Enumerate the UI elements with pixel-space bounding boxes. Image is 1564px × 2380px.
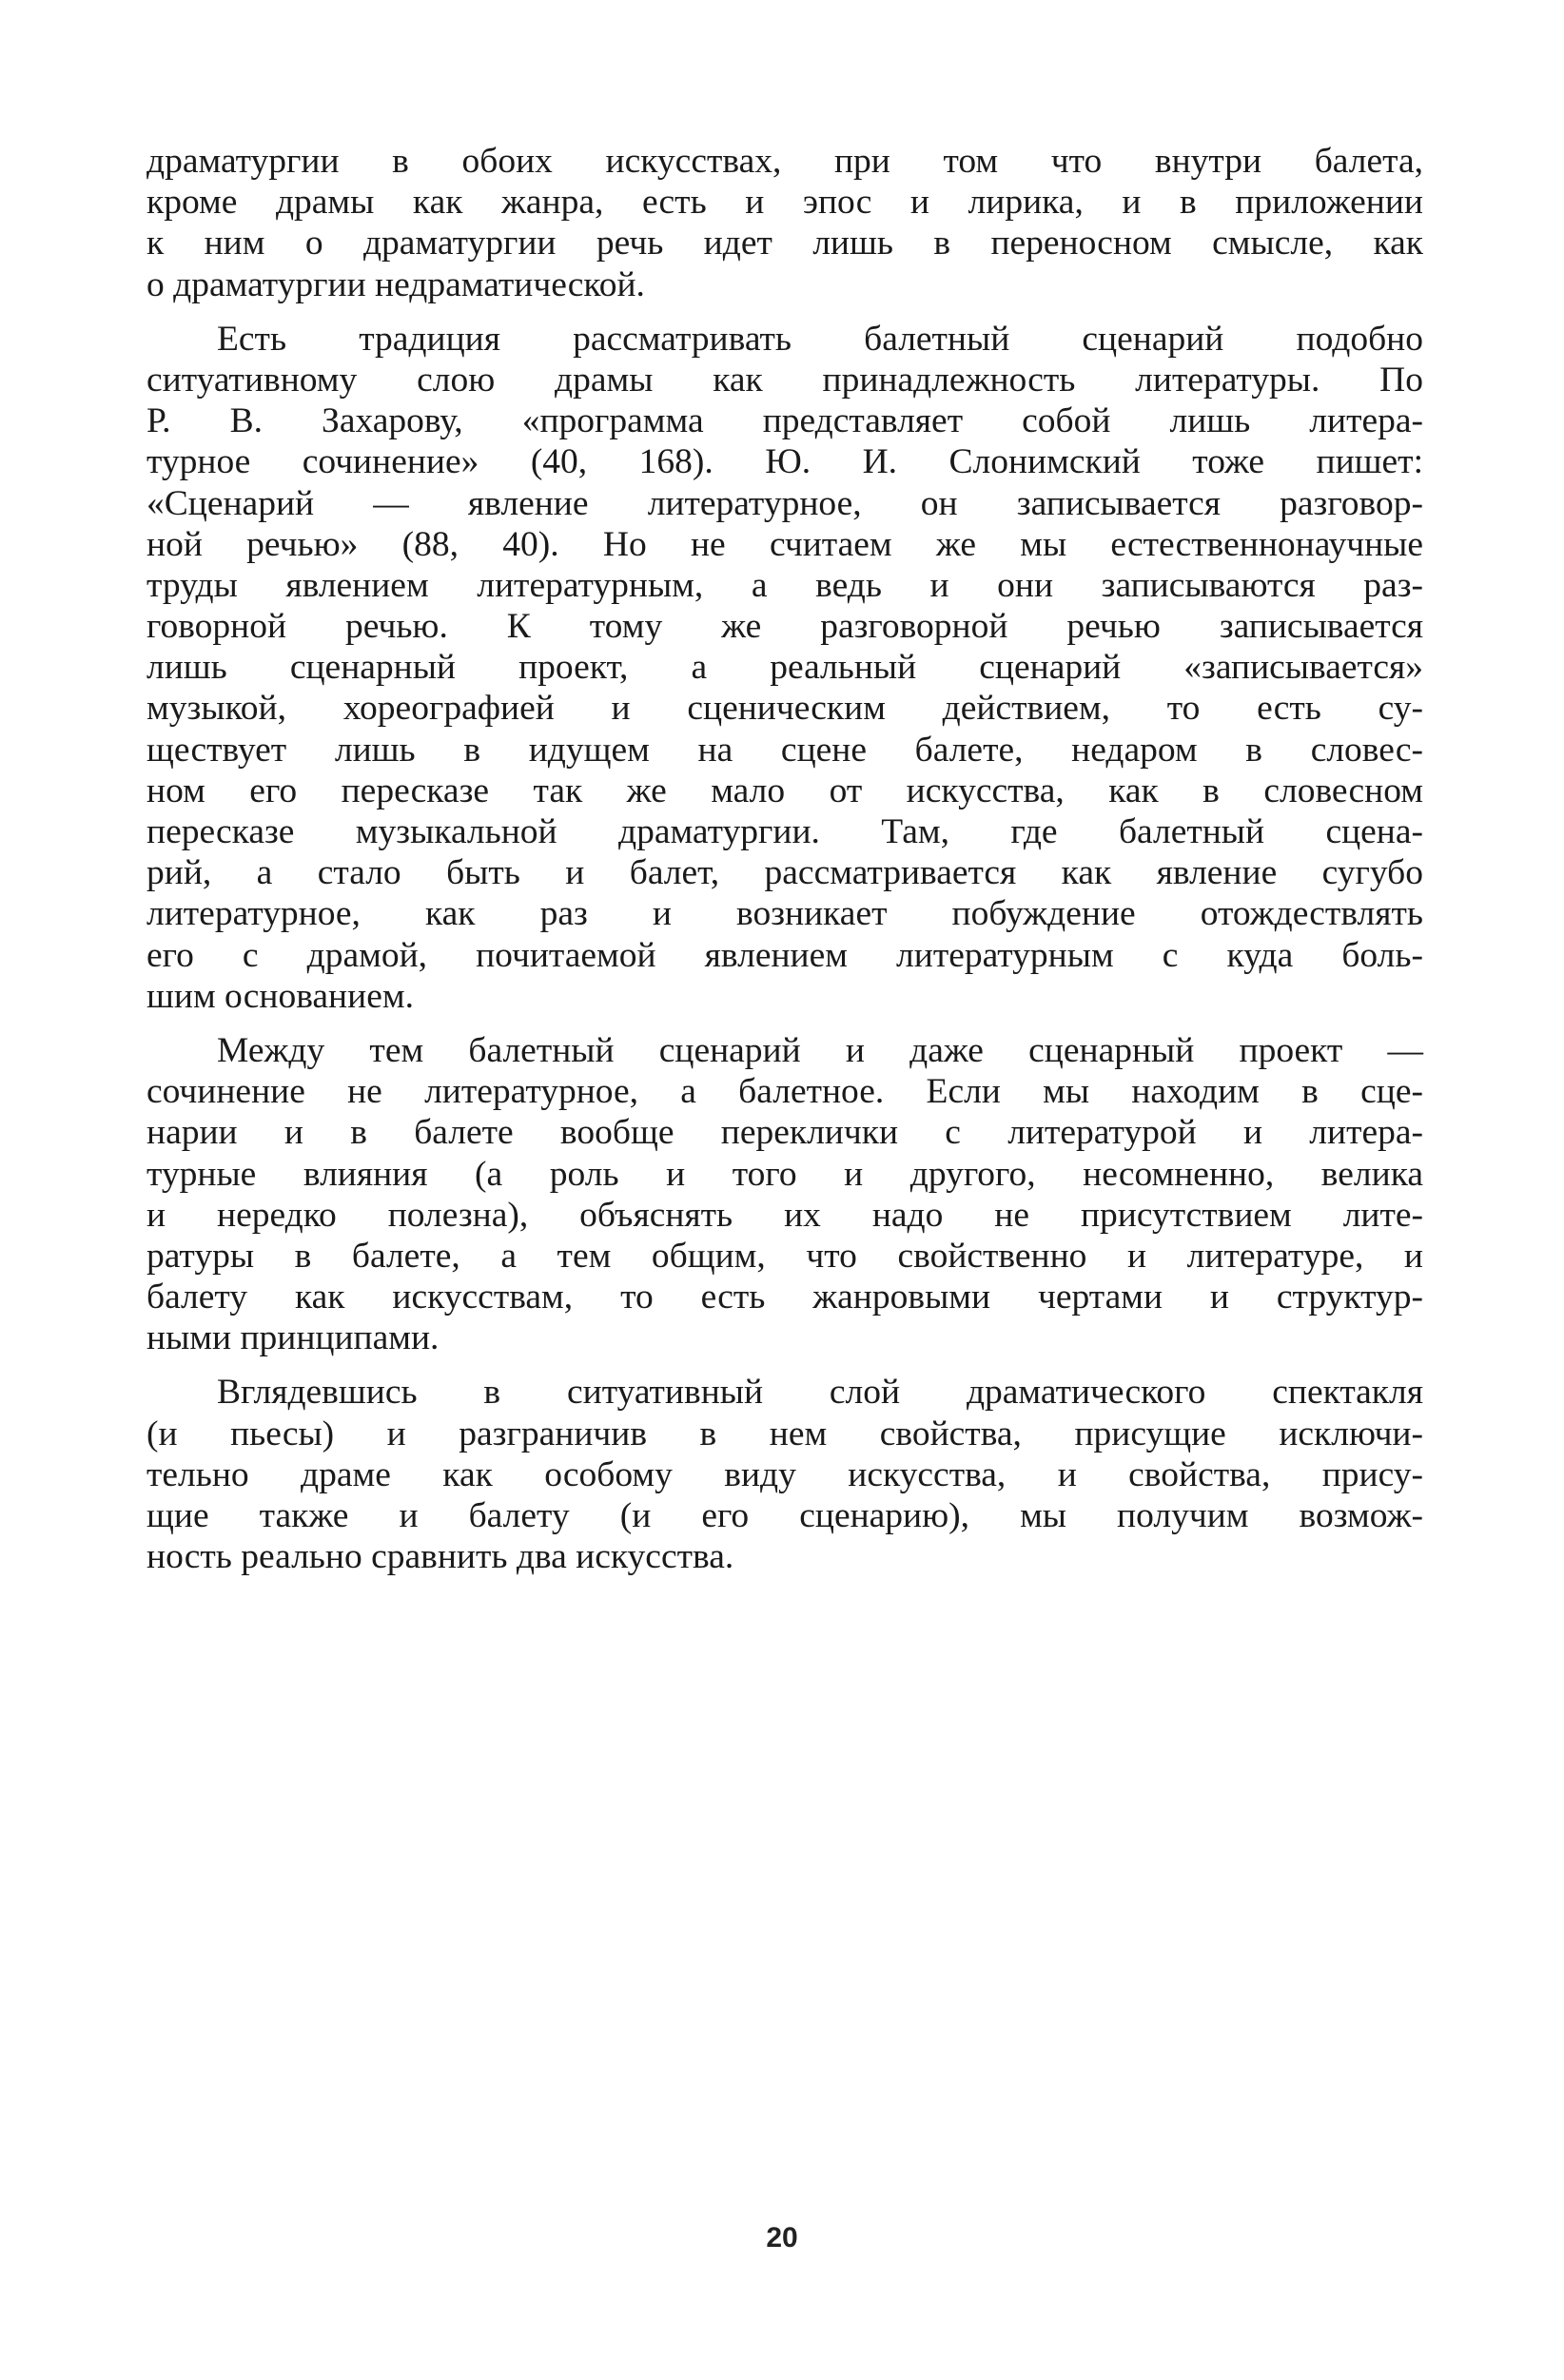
text-line: ситуативному слою драмы как принадлежность литературы. По: [147, 360, 1423, 400]
paragraph: [147, 141, 1423, 305]
text-line: ность реально сравнить два искусства.: [147, 1537, 734, 1577]
text-line: ратуры в балете, а тем общим, что свойственно и литературе, и: [147, 1236, 1423, 1276]
text-line: «Сценарий — явление литературное, он записывается разговор-: [147, 483, 1423, 523]
text-line: Р. В. Захарову, «программа представляет собой лишь литера-: [147, 401, 1423, 441]
text-line: драматургии в обоих искусствах, при том что внутри балета,: [147, 142, 1423, 181]
text-line: ной речью» (88, 40). Но не считаем же мы естественнонаучные: [147, 524, 1423, 564]
text-line: литературное, как раз и возникает побуждение отождествлять: [147, 894, 1423, 934]
text-line: щие также и балету (и его сценарию), мы получим возмож-: [147, 1496, 1423, 1535]
text-line: кроме драмы как жанра, есть и эпос и лирика, и в приложении: [147, 183, 1423, 223]
text-line: к ним о драматургии речь идет лишь в переносном смысле, как: [147, 224, 1423, 263]
text-line: Вглядевшись в ситуативный слой драматического спектакля: [217, 1373, 1423, 1413]
text-line: его с драмой, почитаемой явлением литературным с куда боль-: [147, 935, 1423, 975]
page-number: 20: [766, 2222, 798, 2253]
text-line: и нередко полезна), объяснять их надо не присутствием лите-: [147, 1195, 1423, 1235]
text-line: говорной речью. К тому же разговорной речью записывается: [147, 607, 1423, 647]
text-line: турные влияния (а роль и того и другого, несомненно, велика: [147, 1154, 1423, 1194]
text-line: рий, а стало быть и балет, рассматривается как явление сугубо: [147, 853, 1423, 893]
text-line: Есть традиция рассматривать балетный сценарий подобно: [217, 319, 1423, 359]
text-line: (и пьесы) и разграничив в нем свойства, присущие исключи-: [147, 1414, 1423, 1453]
paragraph: [147, 319, 1423, 1017]
text-line: тельно драме как особому виду искусства, и свойства, прису-: [147, 1454, 1423, 1494]
body-text: [147, 141, 1423, 1577]
text-line: музыкой, хореографией и сценическим действием, то есть су-: [147, 689, 1423, 729]
text-line: нарии и в балете вообще переклички с литературой и литера-: [147, 1113, 1423, 1153]
text-line: шим основанием.: [147, 976, 414, 1016]
text-line: труды явлением литературным, а ведь и они записываются раз-: [147, 565, 1423, 605]
text-line: пересказе музыкальной драматургии. Там, где балетный сцена-: [147, 812, 1423, 851]
text-line: балету как искусствам, то есть жанровыми чертами и структур-: [147, 1278, 1423, 1317]
text-line: турное сочинение» (40, 168). Ю. И. Слонимский тоже пишет:: [147, 442, 1423, 482]
text-line: ществует лишь в идущем на сцене балете, недаром в словес-: [147, 730, 1423, 770]
text-line: о драматургии недраматической.: [147, 264, 645, 304]
paragraph: [147, 1030, 1423, 1359]
text-line: ными принципами.: [147, 1318, 440, 1358]
text-line: лишь сценарный проект, а реальный сценарий «записывается»: [147, 648, 1423, 688]
text-line: ном его пересказе так же мало от искусства, как в словесном: [147, 771, 1423, 810]
paragraph: [147, 1372, 1423, 1577]
text-line: сочинение не литературное, а балетное. Если мы находим в сце-: [147, 1072, 1423, 1112]
text-line: Между тем балетный сценарий и даже сценарный проект —: [217, 1030, 1423, 1070]
